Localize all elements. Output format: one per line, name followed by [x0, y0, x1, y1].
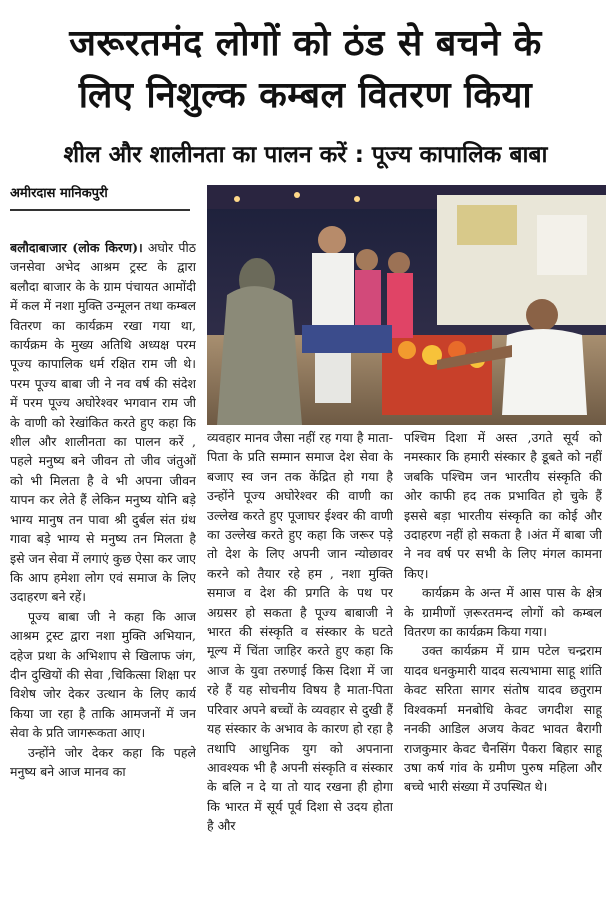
headline — [0, 18, 611, 122]
dateline: बलौदाबाजार (लोक किरण)। — [10, 240, 143, 255]
article-paragraph: उक्त कार्यक्रम में ग्राम पटेल चन्द्रराम यादव धनकुमारी यादव सत्यभामा साहू शांति केवट सरिता सागर संतोष यादव छतुराम विश्वकर्मा मनबोधि केवट जगदीश साहू ननकी आडिल अजय केवट भावत बैरागी राजकुमार केवट चैनसिंग पैकरा बिहार साहू उषा कर्ष गांव के ग्रमीण पुरुष महिला और बच्चे भारी संख्या में उपस्थित थे। — [404, 643, 602, 795]
subheadline: शील और शालीनता का पालन करें : पूज्य कापालिक बाबा — [63, 142, 548, 168]
byline: अमीरदास मानिकपुरी — [10, 183, 190, 211]
article-column-3 — [404, 428, 602, 898]
article-column-2 — [207, 428, 393, 898]
article-column-1 — [10, 238, 196, 898]
news-photo — [207, 185, 606, 425]
article-paragraph: उन्होंने जोर देकर कहा कि पहले मनुष्य बने आज मानव का — [10, 744, 196, 779]
headline-line-2: लिए निशुल्क कम्बल वितरण किया — [78, 75, 533, 116]
article-paragraph: व्यवहार मानव जैसा नहीं रह गया है माता-पिता के प्रति सम्मान समाज देश सेवा के बजाए स्व जन तक केंद्रित हो गया है उन्होंने पूज्य अघोरेश्वर की वाणी का उल्लेख करते हुए पूजाघर ईश्वर की वाणी का उल्लेख करते हुए कहा कि जरूर पड़े तो देश के लिए अपनी जान न्योछावर करने को तैयार रहे हम , नशा मुक्ति समाज व देश की प्रगति के पथ पर अग्रसर हो सकता है पूज्य बाबाजी ने भारत की संस्कृति व संस्कार के घटते मूल्य में चिंता जाहिर करते हुए कहा कि आज के युवा तरुणाई किस दिशा में जा रहे हैं यह सोचनीय विषय है माता-पिता परिवार अपने बच्चों के व्यवहार से दुखी हैं यह संस्कार के अभाव के कारण हो रहा है तथापि आधुनिक युग को अपनाना आवश्यक भी है अपनी संस्कृति व संस्कार के बलि न दे या तो याद रखना ही होगा कि भारत में सूर्य पूर्व दिशा से उदय होता है और — [207, 430, 393, 834]
article-paragraph — [10, 238, 196, 607]
headline-line-1: जरूरतमंद लोगों को ठंड से बचने के — [69, 23, 542, 64]
photo-icon — [207, 185, 606, 425]
article-paragraph: पूज्य बाबा जी ने कहा कि आज आश्रम ट्रस्ट द्वारा नशा मुक्ति अभियान, दहेज प्रथा के अभिशाप से खिलाफ जंग, दीन दुखियों की सेवा ,चिकित्सा शिक्षा पर विशेष जोर देकर उत्थान के लिए कार्य किया जा रहा है ताकि आमजनों में जन सेवा के प्रति जागरूकता आए। — [10, 608, 196, 741]
article-text: अघोर पीठ जनसेवा अभेद आश्रम ट्रस्ट के द्वारा बलौदा बाजार के के ग्राम पंचायत आमोंदी में कल में नशा मुक्ति उन्मूलन तथा कम्बल वितरण का कार्यक्रम रखा गया था, कार्यक्रम के मुख्य अतिथि अध्यक्ष परम पूज्य कापालिक धर्म रक्षित राम जी थे। परम पूज्य बाबा जी ने नव वर्ष की संदेश में परम पूज्य अघोरेश्वर भगवान राम जी के वाणी को रेखांकित करते हुए कहा कि शील और शालीनता का पालन करें , पहले मनुष्य बने जीवन तो जीव जंतुओं को भी मिलता है वे भी अपना जीवन यापन कर लेते हैं लेकिन मनुष्य योनि बड़े भाग्य मानुष तन पावा श्री दुर्बल संत ग्रंथ गावा बड़े भाग्य से मनुष्य तन मिलता है इसे जन सेवा में लगाएं कुछ ऐसा कर जाए कि आप हमेशा लोग एवं समाज के लिए उदाहरण बने रहें। — [10, 240, 196, 605]
article-paragraph: कार्यक्रम के अन्त में आस पास के क्षेत्र के ग्रामीणों ज़रूरतमन्द लोगों को कम्बल वितरण का कार्यक्रम किया गया। — [404, 585, 602, 640]
article-paragraph: पश्चिम दिशा में अस्त ,उगते सूर्य को नमस्कार कि हमारी संस्कार है डूबते को नहीं जबकि पश्चिम जन भारतीय संस्कृति की ओर काफी हद तक प्रभावित हो चुके हैं इससे बड़ा भारतीय संस्कृति का कोई और उदाहरण नहीं हो सकता है ।अंत में बाबा जी ने नव वर्ष पर सभी के लिए मंगल कामना किए। — [404, 430, 602, 581]
